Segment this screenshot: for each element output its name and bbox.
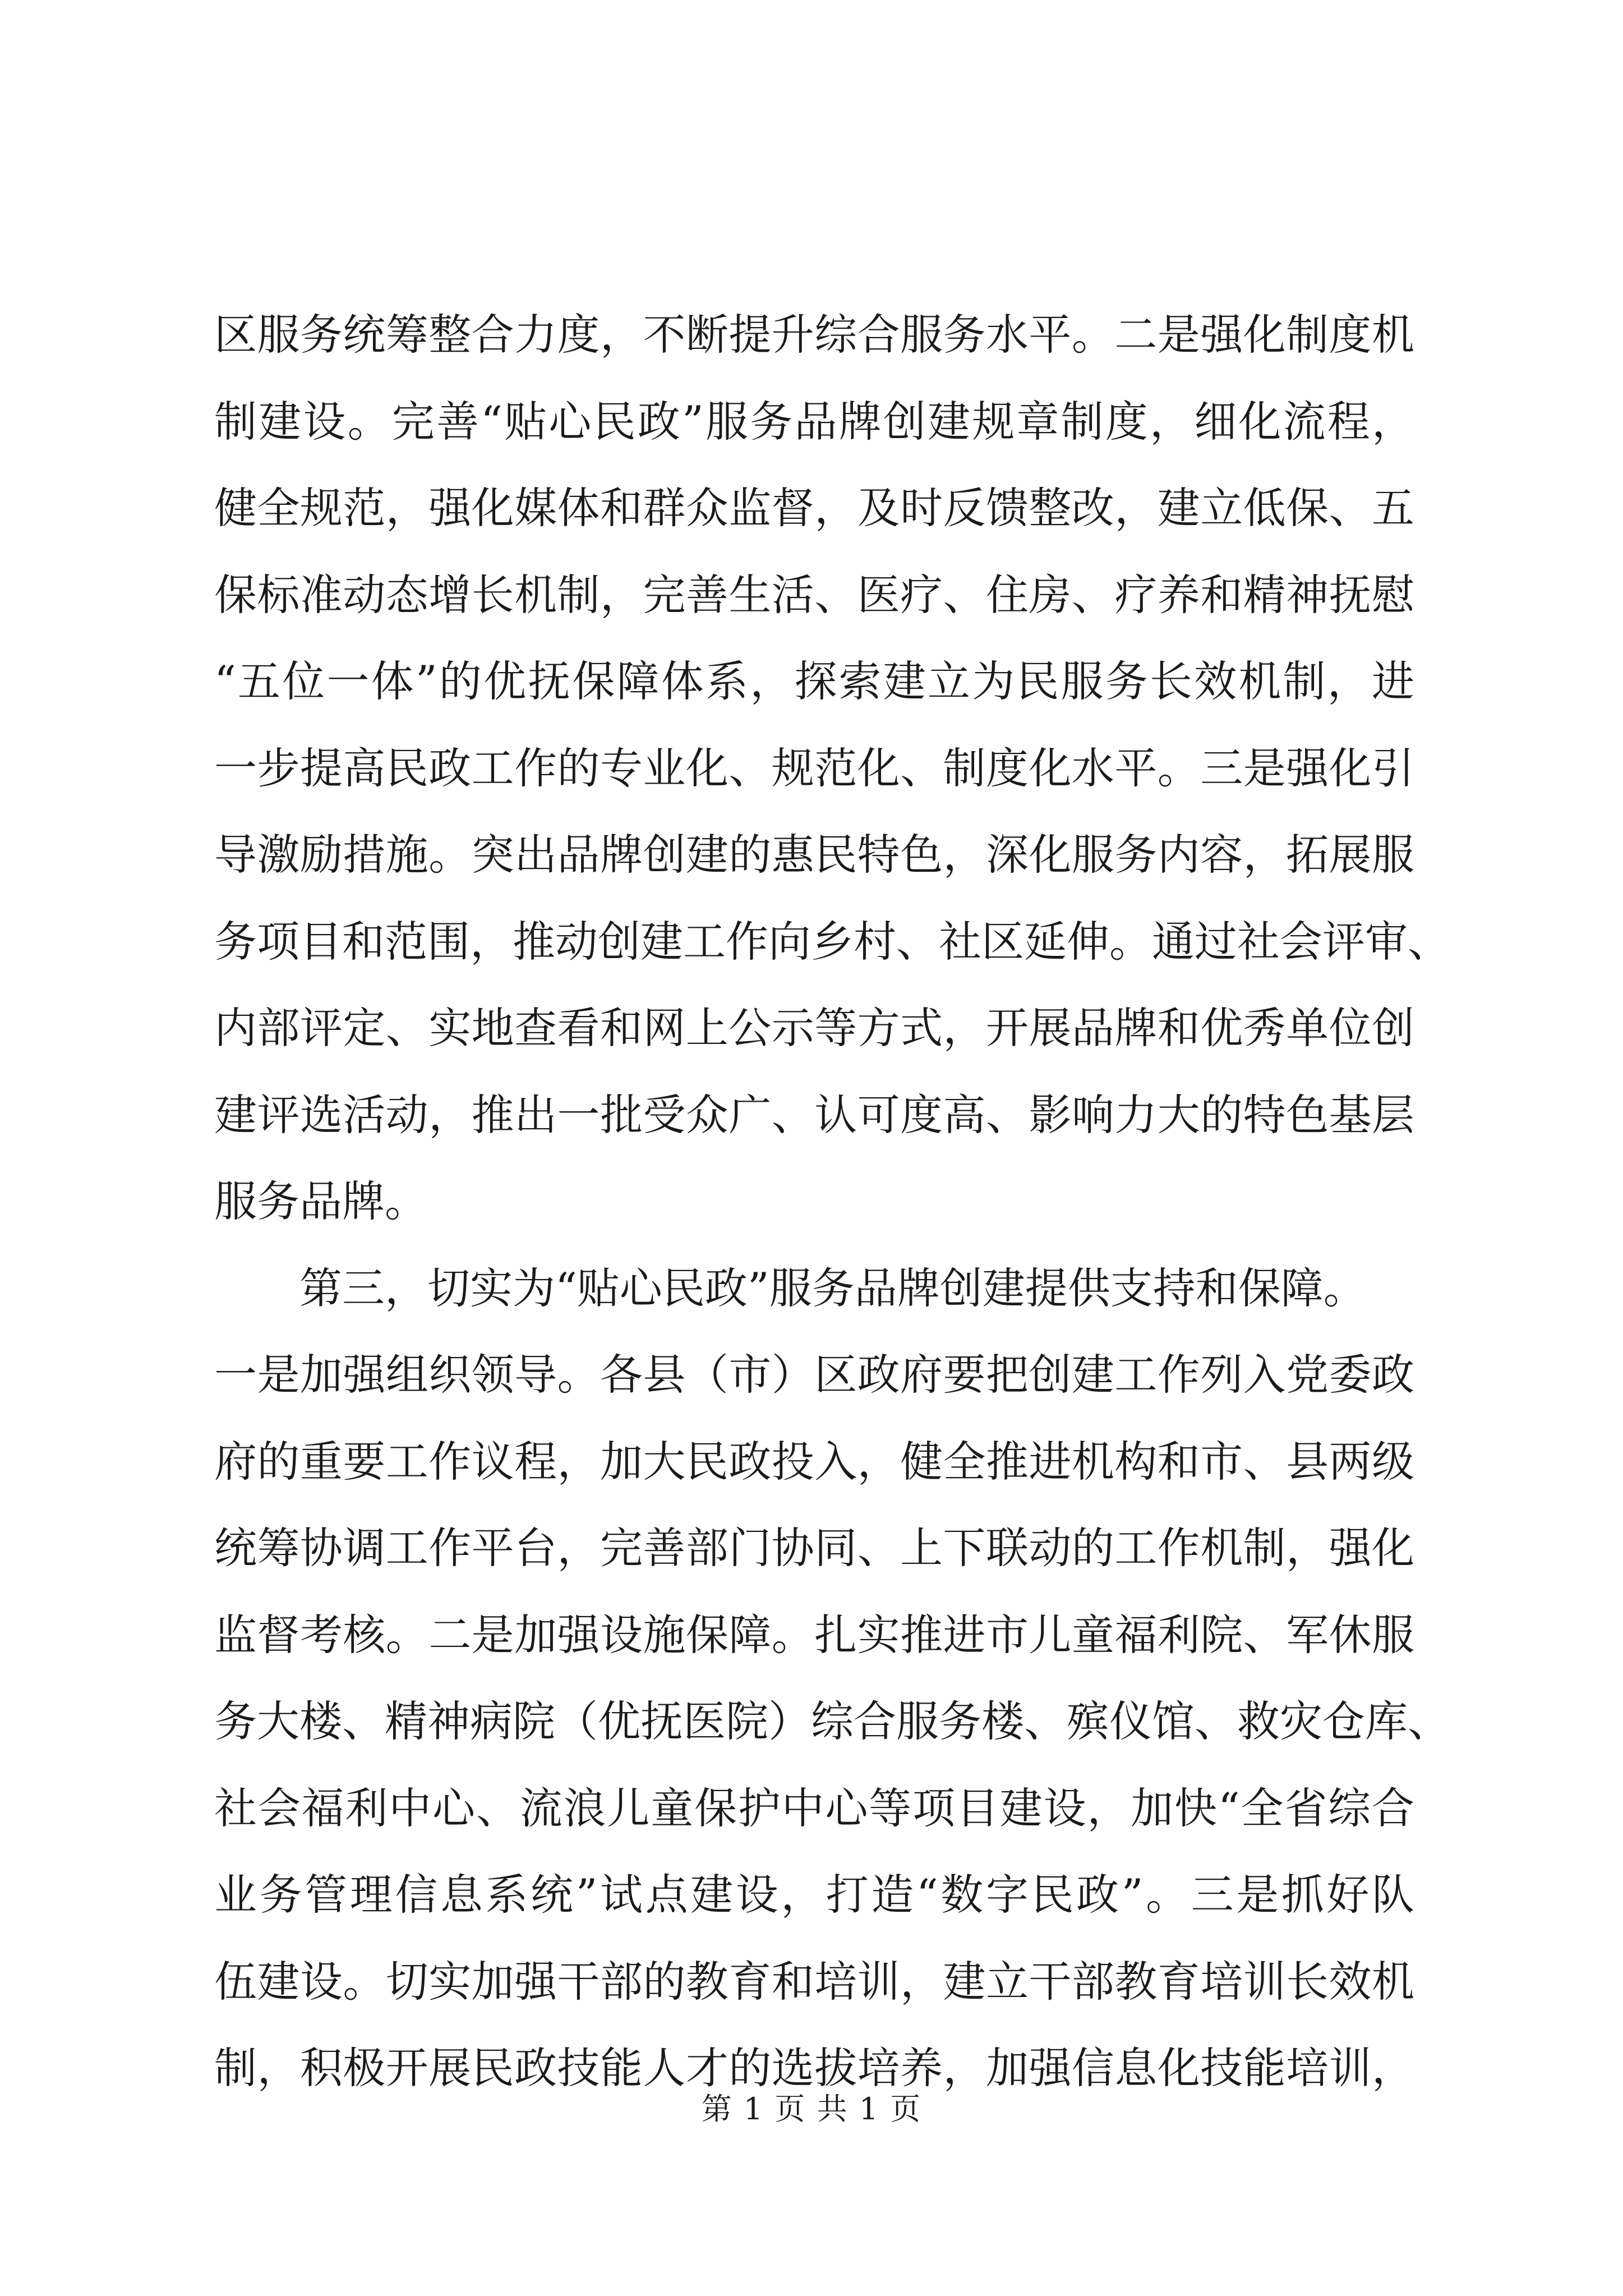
text-line: 业务管理信息系统”试点建设，打造“数字民政”。三是抓好队: [214, 1870, 1414, 1920]
text-line: 监督考核。二是加强设施保障。扎实推进市儿童福利院、军休服: [214, 1609, 1414, 1660]
text-line: 制建设。完善“贴心民政”服务品牌创建规章制度，细化流程，: [214, 396, 1414, 447]
text-line: 务项目和范围，推动创建工作向乡村、社区延伸。通过社会评审、: [214, 916, 1450, 967]
text-line: 府的重要工作议程，加大民政投入，健全推进机构和市、县两级: [214, 1436, 1414, 1487]
text-line: 建评选活动，推出一批受众广、认可度高、影响力大的特色基层: [214, 1089, 1414, 1140]
text-line: 制，积极开展民政技能人才的选拔培养，加强信息化技能培训，: [214, 2043, 1414, 2093]
text-line: 内部评定、实地查看和网上公示等方式，开展品牌和优秀单位创: [214, 1003, 1414, 1053]
page-number-label: 第 1 页 共 1 页: [701, 2091, 922, 2127]
text-line: 健全规范，强化媒体和群众监督，及时反馈整改，建立低保、五: [214, 483, 1414, 533]
text-line: 务大楼、精神病院（优抚医院）综合服务楼、殡仪馆、救灾仓库、: [214, 1696, 1450, 1746]
text-line: 导激励措施。突出品牌创建的惠民特色，深化服务内容，拓展服: [214, 830, 1414, 880]
text-line: 一步提高民政工作的专业化、规范化、制度化水平。三是强化引: [214, 743, 1414, 793]
text-line: 伍建设。切实加强干部的教育和培训，建立干部教育培训长效机: [214, 1956, 1414, 2007]
text-line: 保标准动态增长机制，完善生活、医疗、住房、疗养和精神抚慰: [214, 569, 1414, 620]
page-footer: [0, 2087, 1623, 2132]
document-body: [214, 292, 1450, 2112]
text-line: 一是加强组织领导。各县（市）区政府要把创建工作列入党委政: [214, 1350, 1414, 1400]
paragraph-heading-line: 第三，切实为“贴心民政”服务品牌创建提供支持和保障。: [299, 1263, 1366, 1313]
text-line: 区服务统筹整合力度，不断提升综合服务水平。二是强化制度机: [214, 310, 1414, 360]
text-line: “五位一体”的优抚保障体系，探索建立为民服务长效机制，进: [214, 656, 1414, 706]
text-line: 社会福利中心、流浪儿童保护中心等项目建设，加快“全省综合: [214, 1783, 1414, 1833]
text-line-paragraph-end: 服务品牌。: [214, 1176, 427, 1226]
text-line: 统筹协调工作平台，完善部门协同、上下联动的工作机制，强化: [214, 1523, 1414, 1573]
